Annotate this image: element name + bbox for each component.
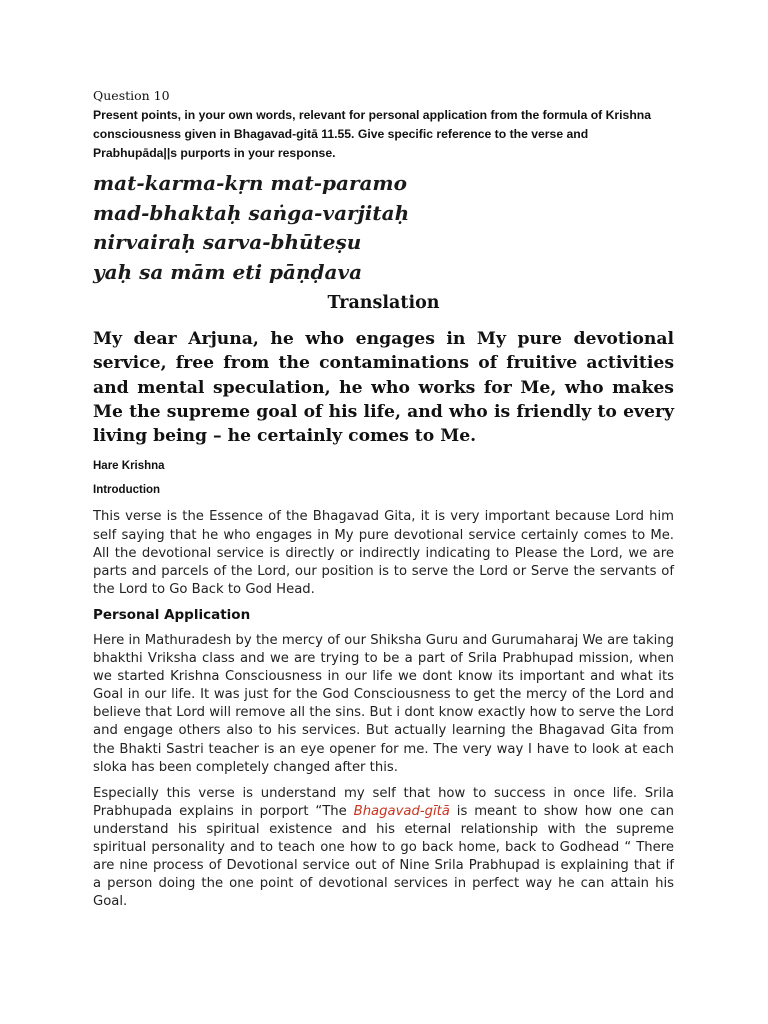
verse-line: yaḥ sa mām eti pāṇḍava <box>93 259 363 284</box>
translation-heading: Translation <box>327 293 440 313</box>
introduction-text: This verse is the Essence of the Bhagavad Gita, it is very important because Lord him self saying that he who engages in My pure devotional service certainly comes to Me. All the devotional service is directly or indirectly indicating to Please the Lord, we are parts and parcels of the Lord, our position is to serve the Lord or Serve the servants of the Lord to Go Back to God Head. <box>93 509 674 597</box>
bhagavad-gita-reference: Bhagavad-gītā <box>353 803 450 819</box>
personal-application-paragraph-2 <box>93 785 674 912</box>
translation-text: My dear Arjuna, he who engages in My pure devotional service, free from the contaminations of fruitive activities and mental speculation, he who works for Me, who makes Me the supreme goal of his life, and who is friendly to every living being – he certainly comes to Me. <box>93 329 674 447</box>
personal-application-paragraph-1: Here in Mathuradesh by the mercy of our Shiksha Guru and Gurumaharaj We are taking bhakthi Vriksha class and we are trying to be a part of Srila Prabhupad mission, when we started Krishna Consciousness in our life we dont know its important and what its Goal in our life. It was just for the God Consciousness to get the mercy of the Lord and believe that Lord will remove all the sins. But i dont know exactly how to serve the Lord and engage others also to his services. But actually learning the Bhagavad Gita from the Bhakti Sastri teacher is an eye opener for me. The very way I have to look at each sloka has been completely changed after this. <box>93 632 674 775</box>
paragraph-text: is meant to show how one can understand his spiritual existence and his eternal relationship with the supreme spiritual personality and to teach one how to go back home, back to Godhead “ There are nine process of Devotional service out of Nine Srila Prabhupad is explaining that if a person doing the one point of devotional services in perfect way he can attain his Goal. <box>93 803 674 910</box>
greeting: Hare Krishna <box>93 460 165 473</box>
personal-application-heading: Personal Application <box>93 606 251 623</box>
question-number: Question 10 <box>93 88 170 103</box>
sanskrit-verse <box>93 169 674 287</box>
question-text: Present points, in your own words, relevant for personal application from the formula of Krishna consciousness given in Bhagavad-gitā 11.55. Give specific reference to the verse and Prabhupāda||s purports in your response. <box>93 108 651 160</box>
verse-line: mat-karma-kṛn mat-paramo <box>93 171 407 195</box>
introduction-heading: Introduction <box>93 484 161 497</box>
document-page <box>93 88 674 919</box>
paragraph-text: Especially this verse is understand my self that how to success in once life. Srila Prabhupada explains in porport “The <box>93 785 674 819</box>
verse-line: mad-bhaktaḥ saṅga-varjitaḥ <box>93 200 410 225</box>
verse-line: nirvairaḥ sarva-bhūteṣu <box>93 230 362 254</box>
